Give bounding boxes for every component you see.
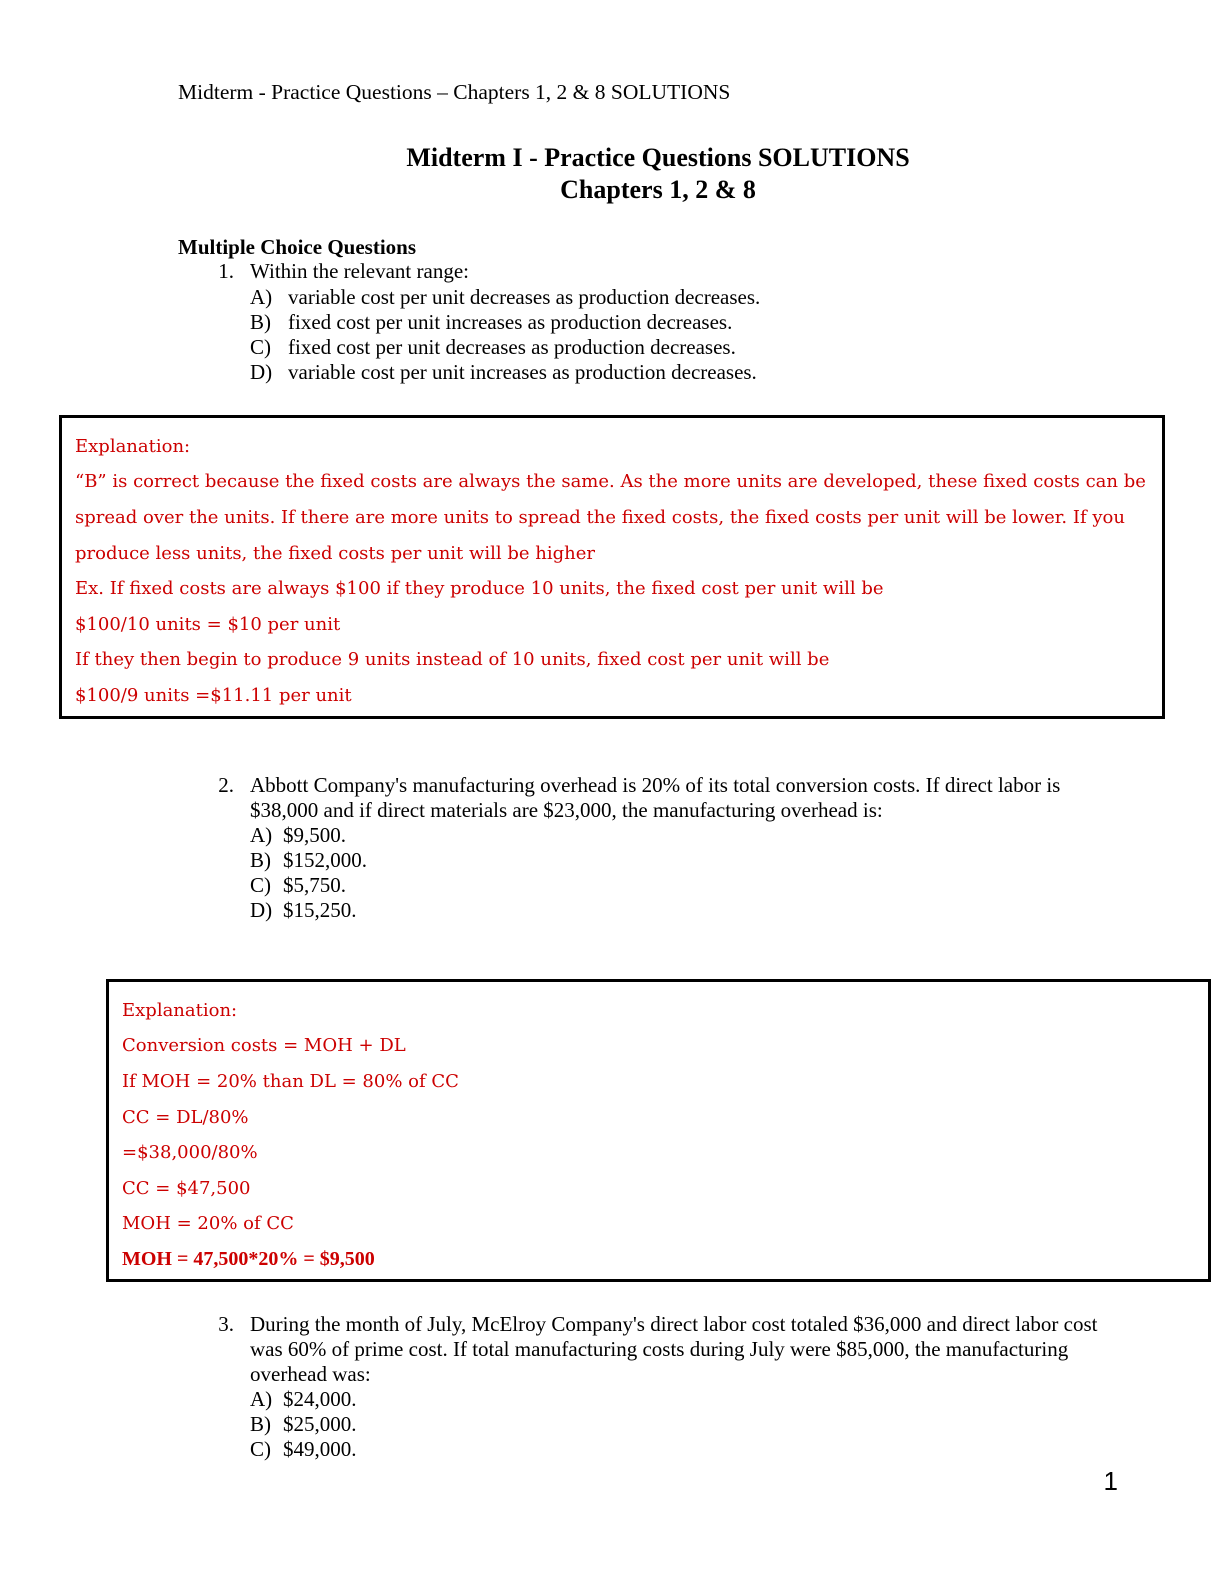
question-number: 2. — [218, 773, 234, 797]
option-label: D) — [250, 898, 273, 922]
question-text: Within the relevant range: — [250, 259, 469, 283]
option-label: A) — [250, 1387, 273, 1411]
explanation-box-2 — [106, 979, 1211, 1282]
question-text: Abbott Company's manufacturing overhead is 20% of its total conversion costs. If direct labor is — [250, 773, 1061, 797]
question-text: $38,000 and if direct materials are $23,000, the manufacturing overhead is: — [250, 798, 883, 822]
option-label: B) — [250, 1412, 271, 1436]
option-text: $25,000. — [283, 1412, 357, 1436]
option-a — [250, 823, 346, 848]
explanation-line: CC = DL/80% — [122, 1107, 249, 1128]
option-text: $49,000. — [283, 1437, 357, 1461]
option-label: C) — [250, 1437, 271, 1461]
explanation-line: If they then begin to produce 9 units instead of 10 units, fixed cost per unit will be — [75, 649, 830, 670]
option-text: variable cost per unit increases as production decreases. — [288, 360, 757, 384]
option-c — [250, 1437, 357, 1462]
explanation-line: produce less units, the fixed costs per unit will be higher — [75, 543, 596, 564]
explanation-line: $100/9 units =$11.11 per unit — [75, 685, 352, 706]
question-number: 3. — [218, 1312, 234, 1336]
option-text: fixed cost per unit decreases as production decreases. — [288, 335, 736, 359]
option-a — [250, 285, 760, 310]
explanation-line: CC = $47,500 — [122, 1178, 251, 1199]
option-b — [250, 1412, 357, 1437]
page-number: 1 — [1103, 1466, 1118, 1496]
question-text: During the month of July, McElroy Company's direct labor cost totaled $36,000 and direct labor cost — [250, 1312, 1098, 1336]
explanation-heading: Explanation: — [75, 436, 191, 457]
running-header: Midterm - Practice Questions – Chapters 1, 2 & 8 SOLUTIONS — [178, 80, 731, 104]
option-text: $5,750. — [283, 873, 346, 897]
question-number: 1. — [218, 259, 234, 283]
option-d — [250, 898, 357, 923]
page-title: Midterm I - Practice Questions SOLUTIONS — [406, 143, 910, 172]
explanation-line: “B” is correct because the fixed costs are always the same. As the more units are developed, these fixed costs can be — [75, 471, 1146, 492]
page-subtitle: Chapters 1, 2 & 8 — [560, 175, 756, 204]
option-label: A) — [250, 823, 273, 847]
explanation-line: Conversion costs = MOH + DL — [122, 1035, 406, 1056]
explanation-result: MOH = 47,500*20% = $9,500 — [122, 1248, 375, 1270]
option-d — [250, 360, 757, 385]
option-b — [250, 848, 367, 873]
option-text: variable cost per unit decreases as production decreases. — [288, 285, 761, 309]
explanation-line: spread over the units. If there are more units to spread the fixed costs, the fixed costs per unit will be lower. If you — [75, 507, 1125, 528]
option-text: $24,000. — [283, 1387, 357, 1411]
explanation-line: MOH = 20% of CC — [122, 1213, 294, 1234]
explanation-line: Ex. If fixed costs are always $100 if they produce 10 units, the fixed cost per unit will be — [75, 578, 884, 599]
option-text: fixed cost per unit increases as production decreases. — [288, 310, 733, 334]
option-b — [250, 310, 732, 335]
section-heading: Multiple Choice Questions — [178, 235, 417, 259]
explanation-line: $100/10 units = $10 per unit — [75, 614, 341, 635]
option-label: A) — [250, 285, 273, 309]
explanation-line: =$38,000/80% — [122, 1142, 258, 1163]
option-text: $152,000. — [283, 848, 367, 872]
explanation-line: If MOH = 20% than DL = 80% of CC — [122, 1071, 459, 1092]
option-label: B) — [250, 848, 271, 872]
explanation-box-1 — [59, 415, 1165, 719]
option-text: $15,250. — [283, 898, 357, 922]
question-text: overhead was: — [250, 1362, 371, 1386]
option-label: C) — [250, 873, 271, 897]
option-label: B) — [250, 310, 271, 334]
option-c — [250, 873, 346, 898]
option-c — [250, 335, 736, 360]
option-text: $9,500. — [283, 823, 346, 847]
option-label: D) — [250, 360, 273, 384]
option-a — [250, 1387, 357, 1412]
explanation-heading: Explanation: — [122, 1000, 238, 1021]
question-text: was 60% of prime cost. If total manufacturing costs during July were $85,000, the manufacturing — [250, 1337, 1069, 1361]
option-label: C) — [250, 335, 271, 359]
